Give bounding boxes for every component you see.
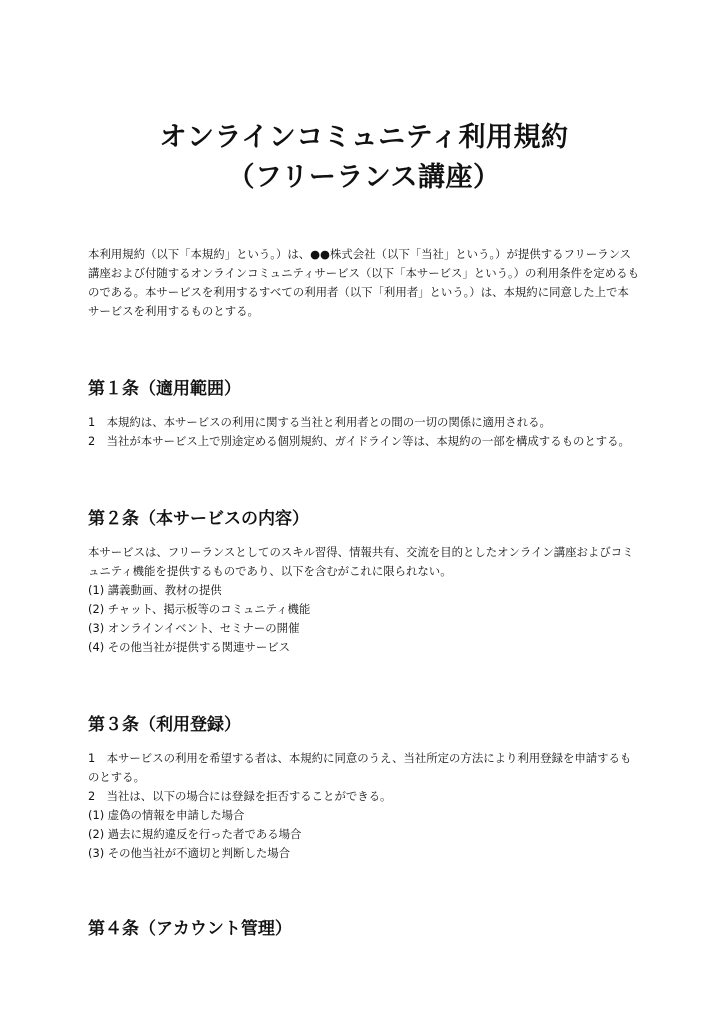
article-2-list-item: (4) その他当社が提供する関連サービス bbox=[88, 640, 291, 654]
article-1-line: 2 当社が本サービス上で別途定める個別規約、ガイドライン等は、本規約の一部を構成するものとする。 bbox=[88, 434, 630, 448]
document-title bbox=[88, 0, 640, 198]
article-2 bbox=[88, 507, 640, 657]
article-2-body bbox=[88, 543, 640, 657]
article-3 bbox=[88, 713, 640, 863]
article-3-line: 2 当社は、以下の場合には登録を拒否することができる。 bbox=[88, 789, 392, 803]
document-title-line-1: オンラインコミュニティ利用規約 bbox=[159, 122, 569, 153]
article-4 bbox=[88, 917, 640, 941]
article-2-heading: 第２条（本サービスの内容） bbox=[88, 509, 309, 529]
article-1-line: 1 本規約は、本サービスの利用に関する当社と利用者との間の一切の関係に適用される。 bbox=[88, 415, 551, 429]
article-4-heading: 第４条（アカウント管理） bbox=[88, 919, 292, 939]
article-3-list-item: (1) 虚偽の情報を申請した場合 bbox=[88, 808, 245, 822]
article-1-heading: 第１条（適用範囲） bbox=[88, 379, 241, 399]
article-3-heading: 第３条（利用登録） bbox=[88, 715, 241, 735]
article-2-list-item: (1) 講義動画、教材の提供 bbox=[88, 583, 222, 597]
article-2-list-item: (2) チャット、掲示板等のコミュニティ機能 bbox=[88, 602, 311, 616]
article-2-list-item: (3) オンラインイベント、セミナーの開催 bbox=[88, 621, 300, 635]
document-title-line-2: （フリーランス講座） bbox=[227, 162, 501, 193]
article-1 bbox=[88, 377, 640, 451]
article-3-body bbox=[88, 749, 640, 863]
article-2-line: 本サービスは、フリーランスとしてのスキル習得、情報共有、交流を目的としたオンライン講座およびコミュニティ機能を提供するものであり、以下を含むがこれに限られない。 bbox=[88, 545, 634, 578]
article-3-list-item: (3) その他当社が不適切と判断した場合 bbox=[88, 846, 291, 860]
intro-text: 本利用規約（以下「本規約」という。）は、●●株式会社（以下「当社」という。）が提供するフリーランス講座および付随するオンラインコミュニティサービス（以下「本サービス」という。）の利用条件を定めるものである。本サービスを利用するすべての利用者（以下「利用者」という。）は、本規約に同意した上で本サービスを利用するものとする。 bbox=[88, 247, 639, 318]
article-1-body bbox=[88, 413, 640, 451]
intro-paragraph bbox=[88, 245, 640, 321]
article-3-line: 1 本サービスの利用を希望する者は、本規約に同意のうえ、当社所定の方法により利用登録を申請するものとする。 bbox=[88, 751, 632, 784]
article-3-list-item: (2) 過去に規約違反を行った者である場合 bbox=[88, 827, 302, 841]
